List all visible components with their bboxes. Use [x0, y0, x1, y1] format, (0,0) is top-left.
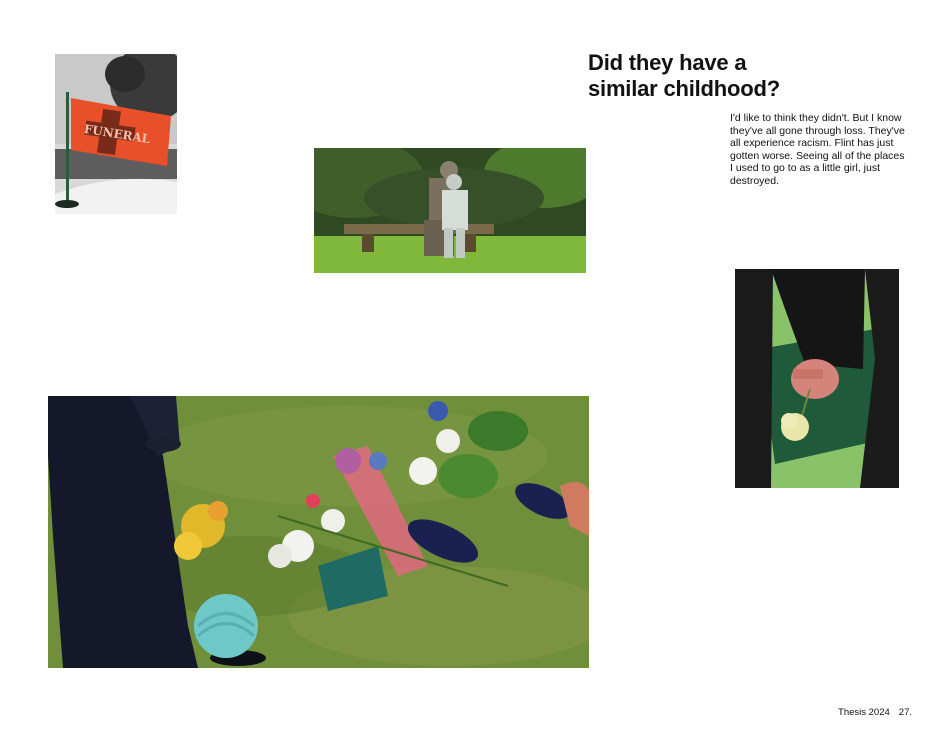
footer-title: Thesis 2024	[838, 707, 890, 718]
page-number: 27.	[898, 707, 912, 718]
page-title-line-2: similar childhood?	[588, 76, 780, 101]
flag-text: FUNERAL	[82, 121, 152, 147]
funeral-flag-photo	[55, 54, 177, 214]
body-paragraph: I'd like to think they didn't. But I know they've all gone through loss. They've all experience racism. Flint has just gotten worse. Seeing all of the places I used to go to as a little girl, just destroyed.	[730, 112, 905, 187]
page-title-line-1: Did they have a	[588, 50, 747, 75]
statue-bench-photo	[314, 148, 586, 273]
page-footer	[838, 707, 912, 718]
hand-flower-photo	[735, 269, 899, 488]
page-title	[588, 50, 888, 102]
grave-flowers-photo	[48, 396, 589, 668]
